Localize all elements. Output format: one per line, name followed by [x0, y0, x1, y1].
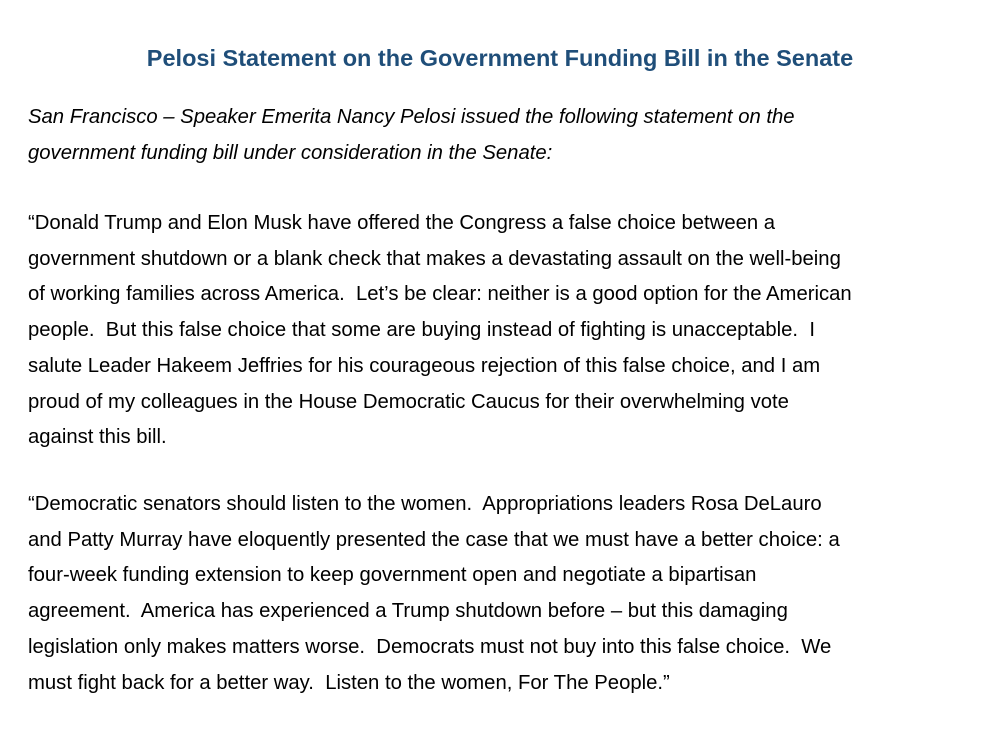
paragraph-line: legislation only makes matters worse. Democrats must not buy into this false choice. We	[28, 635, 832, 658]
statement-paragraph-1	[28, 206, 988, 456]
paragraph-line: of working families across America. Let’s be clear: neither is a good option for the American	[28, 283, 852, 306]
paragraph-line: four-week funding extension to keep government open and negotiate a bipartisan	[28, 564, 757, 587]
paragraph-line: “Democratic senators should listen to the women. Appropriations leaders Rosa DeLauro	[28, 493, 822, 515]
paragraph-line: proud of my colleagues in the House Democratic Caucus for their overwhelming vote	[28, 390, 789, 413]
statement-paragraph-2	[28, 487, 988, 701]
paragraph-line: people. But this false choice that some are buying instead of fighting is unacceptable. I	[28, 319, 815, 342]
paragraph-line: salute Leader Hakeem Jeffries for his courageous rejection of this false choice, and I am	[28, 354, 821, 377]
intro-line: government funding bill under consideration in the Senate:	[28, 141, 553, 164]
paragraph-line: “Donald Trump and Elon Musk have offered the Congress a false choice between a	[28, 212, 776, 234]
paragraph-line: against this bill.	[28, 426, 167, 449]
paragraph-line: and Patty Murray have eloquently presented the case that we must have a better choice: a	[28, 528, 840, 551]
intro-paragraph	[28, 100, 988, 171]
page-title: Pelosi Statement on the Government Funding Bill in the Senate	[146, 45, 854, 71]
paragraph-line: must fight back for a better way. Listen to the women, For The People.”	[28, 671, 670, 694]
paragraph-line: government shutdown or a blank check that makes a devastating assault on the well-being	[28, 247, 841, 270]
intro-line: San Francisco – Speaker Emerita Nancy Pelosi issued the following statement on the	[28, 106, 795, 128]
paragraph-line: agreement. America has experienced a Trump shutdown before – but this damaging	[28, 600, 788, 623]
